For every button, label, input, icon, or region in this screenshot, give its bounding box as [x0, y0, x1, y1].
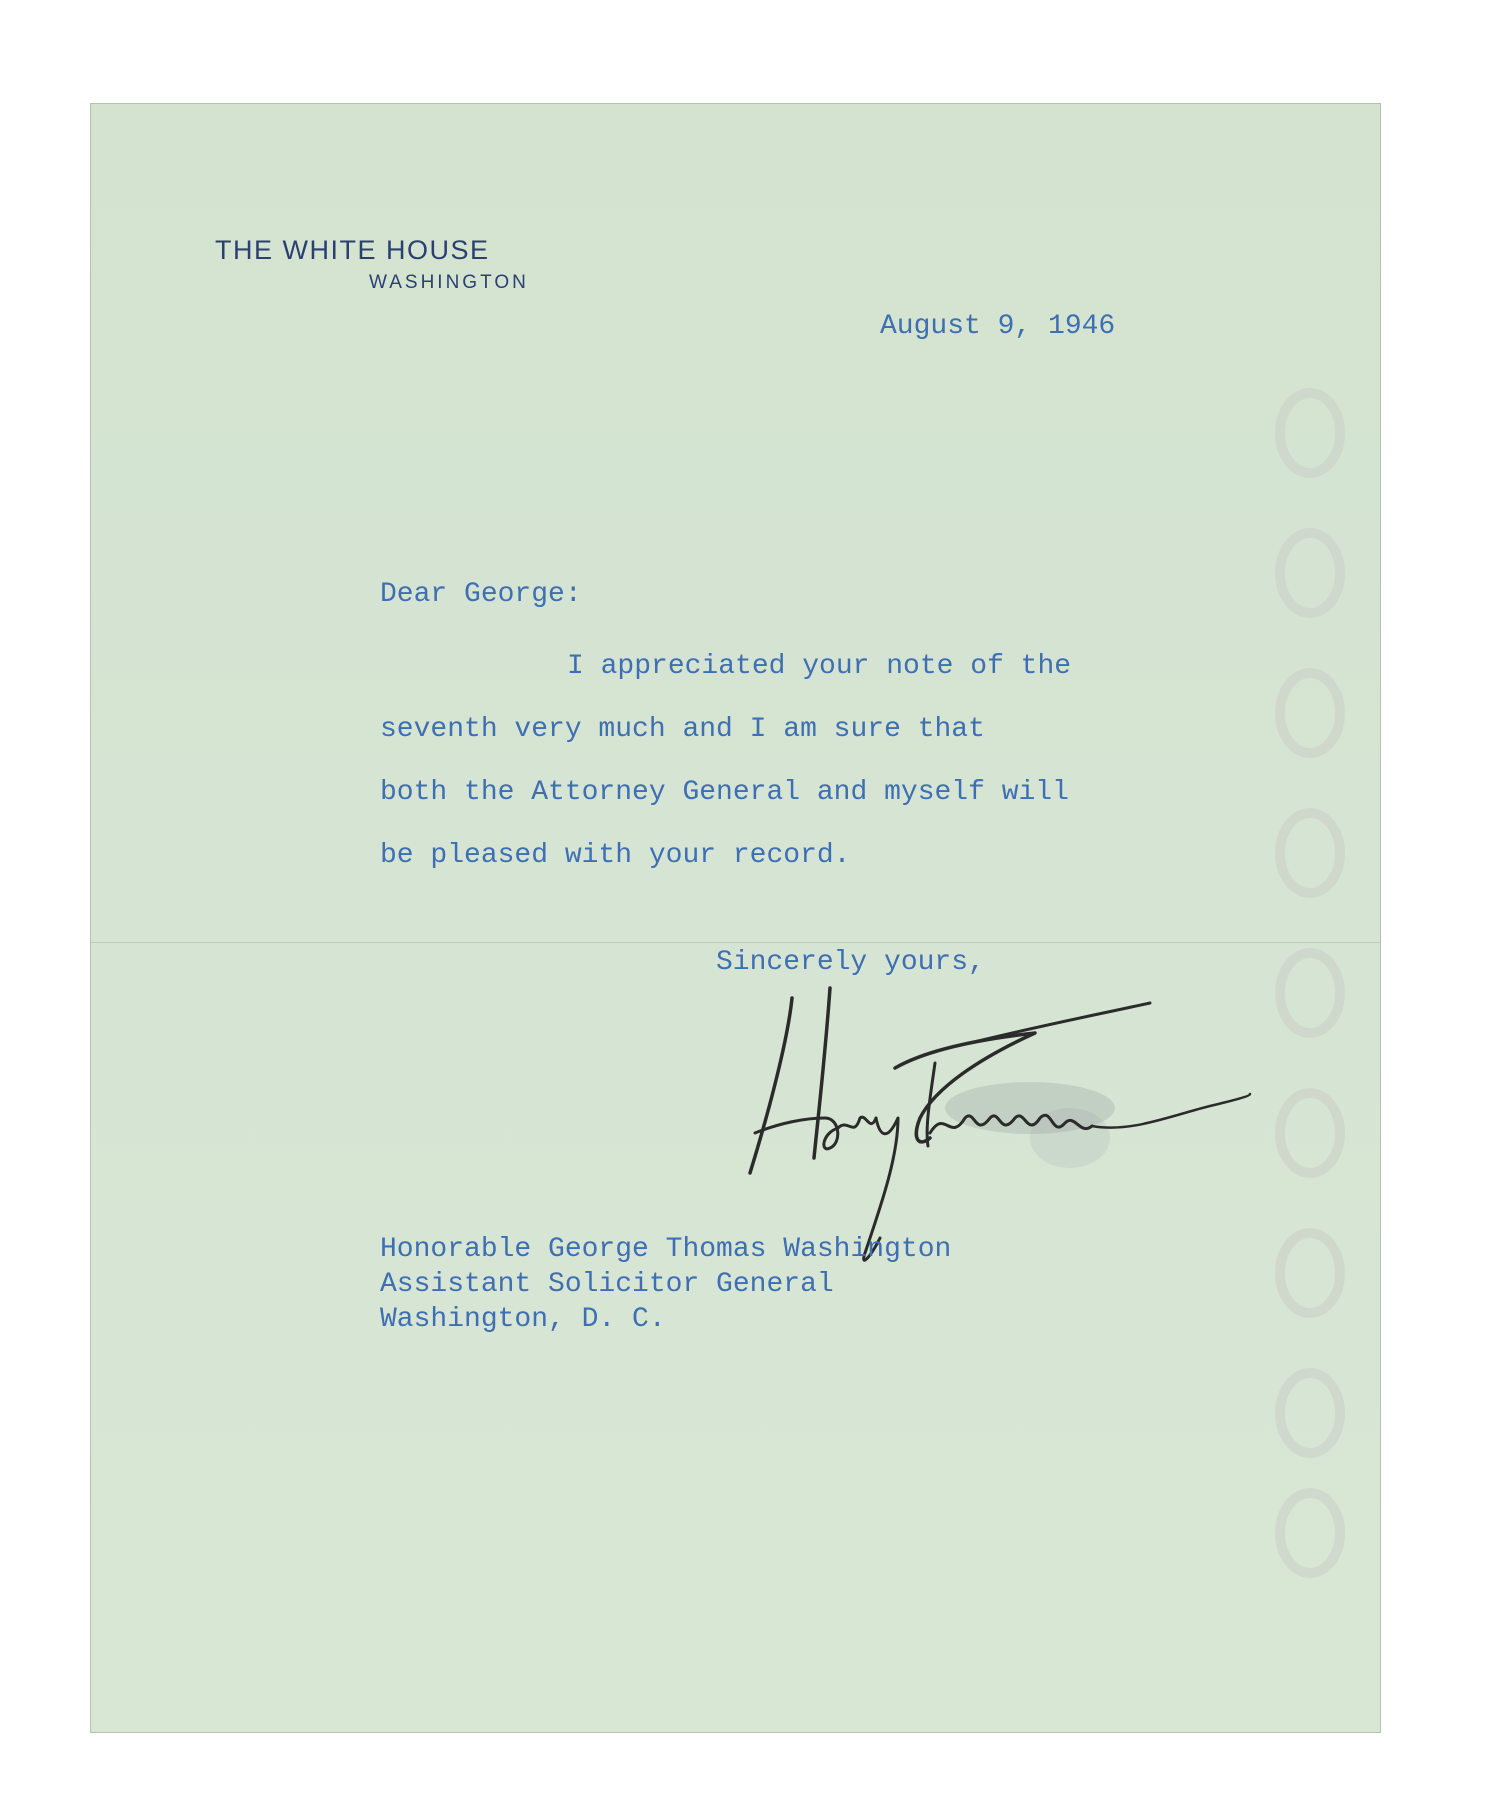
- recipient-location: Washington, D. C.: [380, 1304, 666, 1335]
- body-line: I appreciated your note of the: [567, 651, 1072, 682]
- letter-sheet: [90, 103, 1381, 1733]
- closing: Sincerely yours,: [716, 947, 985, 978]
- body-line: both the Attorney General and myself will: [380, 777, 1069, 808]
- fold-line: [90, 942, 1381, 943]
- letter-date: August 9, 1946: [880, 311, 1116, 342]
- letter-body: [380, 650, 1220, 902]
- recipient-address: [380, 1233, 951, 1338]
- salutation: Dear George:: [380, 579, 582, 610]
- letterhead: [215, 233, 615, 295]
- body-line: seventh very much and I am sure that: [380, 714, 985, 745]
- letterhead-city: WASHINGTON: [369, 272, 529, 293]
- body-line: be pleased with your record.: [380, 840, 851, 871]
- recipient-title: Assistant Solicitor General: [380, 1269, 834, 1300]
- recipient-name: Honorable George Thomas Washington: [380, 1234, 952, 1265]
- letterhead-title: THE WHITE HOUSE: [215, 235, 490, 265]
